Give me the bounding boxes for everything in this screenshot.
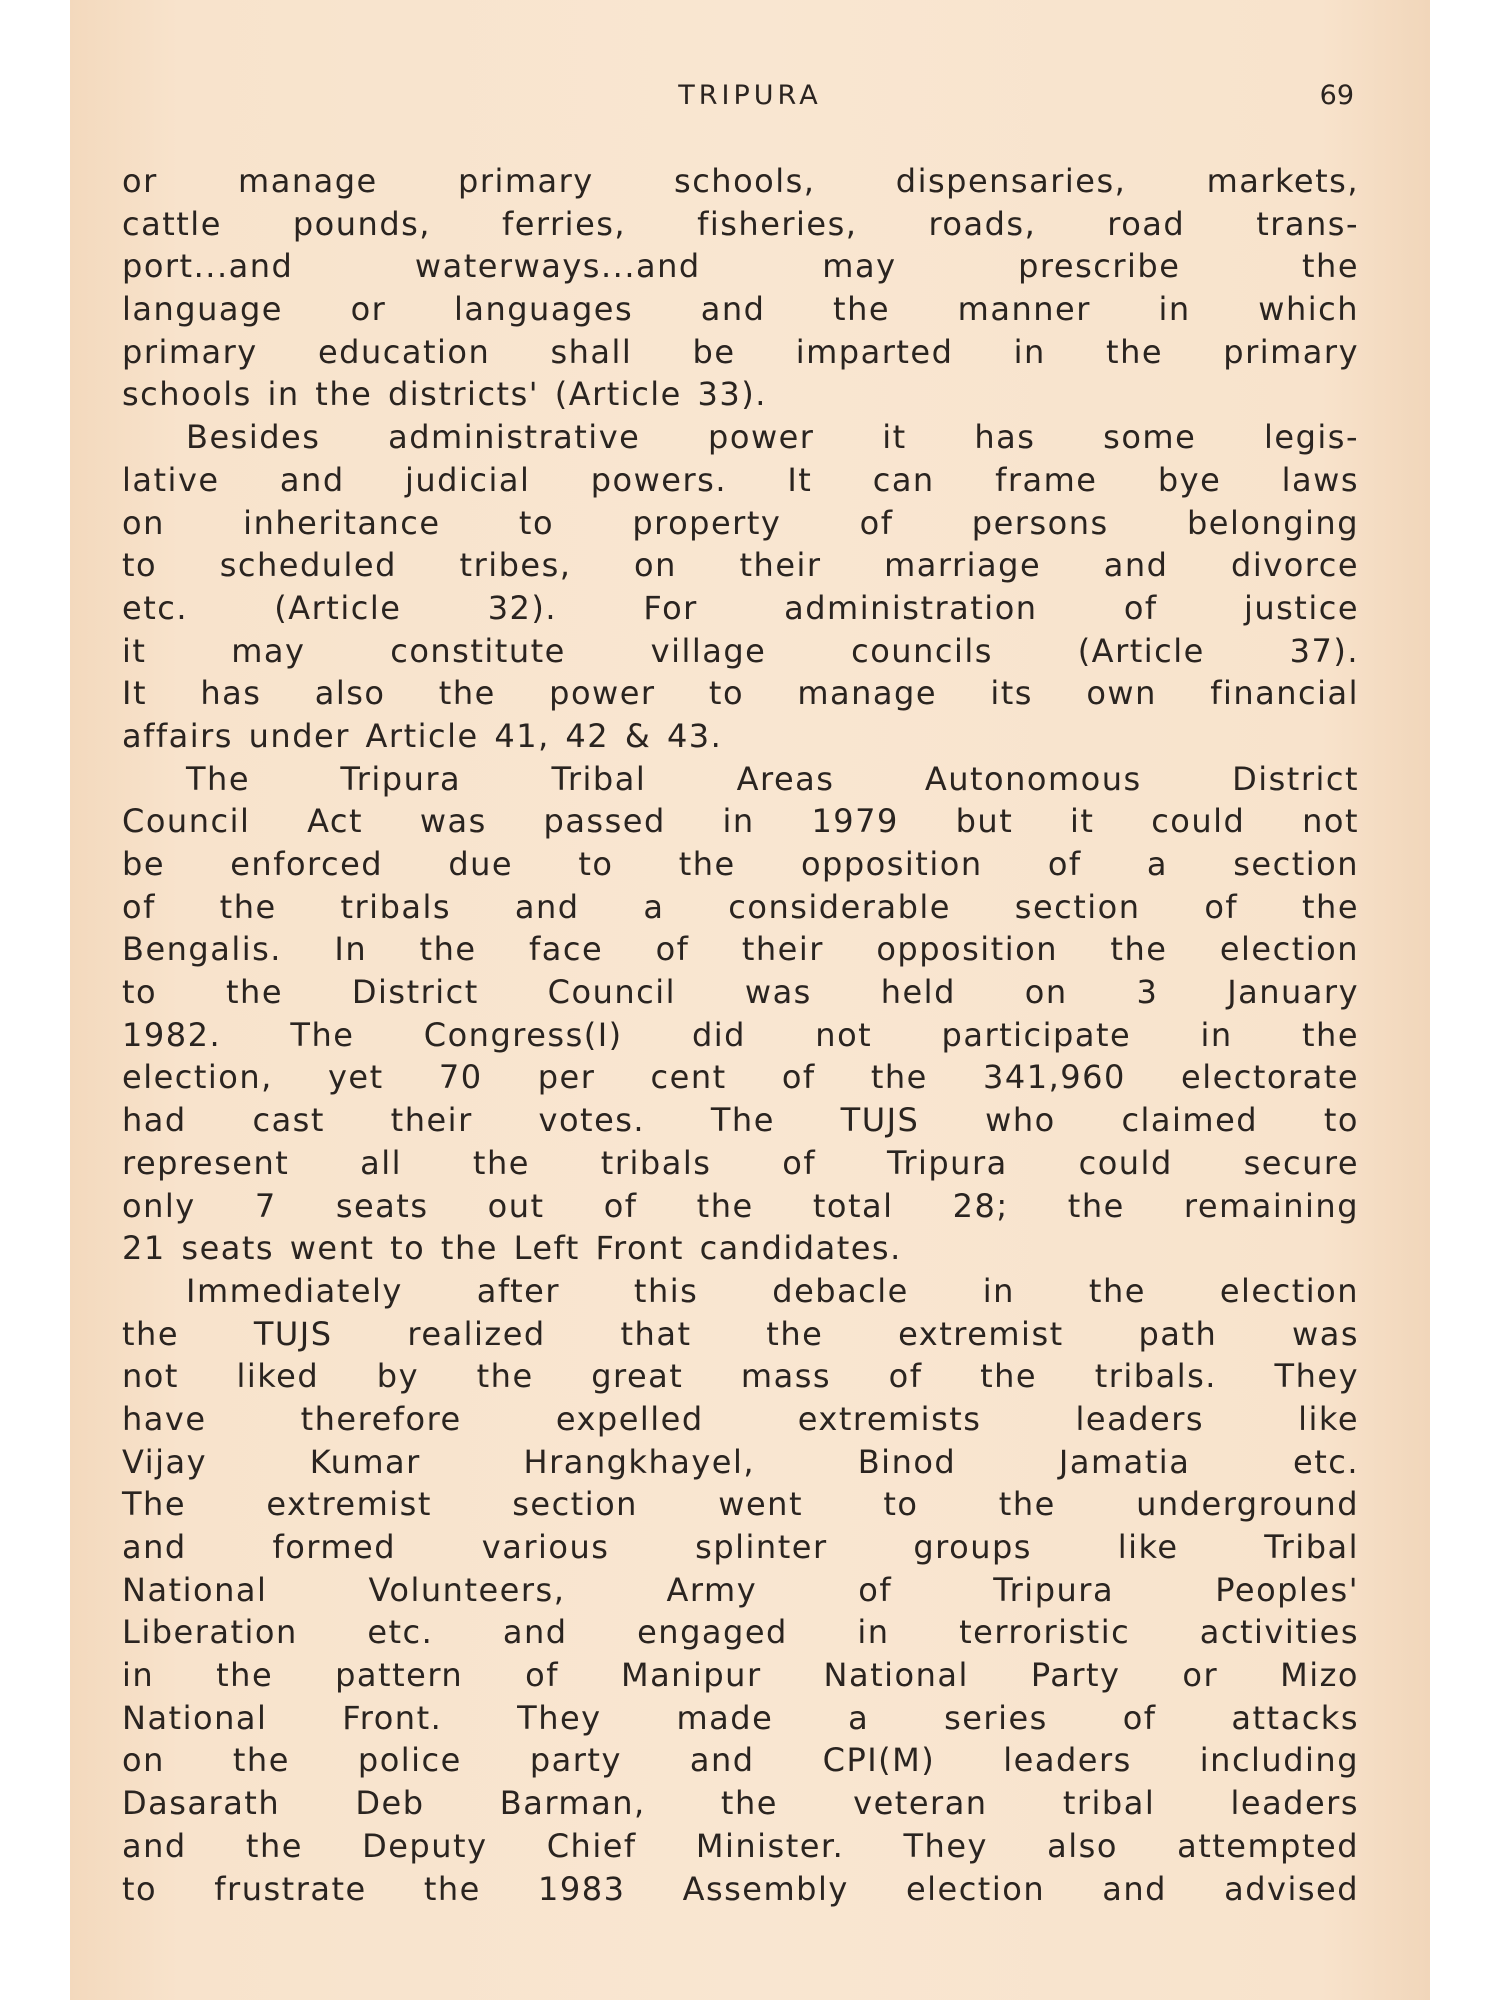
text-line: Bengalis. In the face of their opposition the election — [122, 930, 1359, 969]
running-title: TRIPURA — [678, 80, 822, 111]
text-line: lative and judicial powers. It can frame bye laws — [122, 460, 1359, 499]
text-line: election, yet 70 per cent of the 341,960 electorate — [122, 1058, 1359, 1097]
text-line: National Volunteers, Army of Tripura Peoples' — [122, 1570, 1359, 1609]
text-line: Immediately after this debacle in the election — [186, 1271, 1359, 1310]
text-line: to scheduled tribes, on their marriage and divorce — [122, 546, 1359, 585]
text-line: port...and waterways...and may prescribe the — [122, 247, 1359, 286]
text-line: language or languages and the manner in which — [122, 290, 1359, 329]
text-line: in the pattern of Manipur National Party or Mizo — [122, 1656, 1359, 1695]
text-line: on inheritance to property of persons belonging — [122, 503, 1359, 542]
text-line: etc. (Article 32). For administration of justice — [122, 588, 1359, 627]
text-line: cattle pounds, ferries, fisheries, roads, road trans- — [122, 204, 1359, 243]
text-line: 21 seats went to the Left Front candidates. — [122, 1229, 902, 1268]
paragraph — [122, 160, 1359, 416]
text-line: National Front. They made a series of attacks — [122, 1698, 1359, 1737]
paragraph — [122, 758, 1359, 1270]
book-page — [70, 0, 1430, 2000]
text-line: Dasarath Deb Barman, the veteran tribal leaders — [122, 1784, 1359, 1823]
text-line: and the Deputy Chief Minister. They also attempted — [122, 1826, 1359, 1865]
text-line: 1982. The Congress(I) did not participate in the — [122, 1015, 1359, 1054]
body-text — [122, 160, 1359, 1910]
paragraph — [122, 416, 1359, 758]
page-header — [70, 80, 1430, 120]
text-line: be enforced due to the opposition of a section — [122, 845, 1359, 883]
text-line: on the police party and CPI(M) leaders including — [122, 1741, 1359, 1780]
text-line: to the District Council was held on 3 January — [122, 973, 1359, 1012]
text-line: The Tripura Tribal Areas Autonomous District — [186, 759, 1359, 798]
text-line: the TUJS realized that the extremist path was — [122, 1314, 1359, 1353]
text-line: and formed various splinter groups like Tribal — [122, 1528, 1359, 1566]
text-line: It has also the power to manage its own financial — [122, 674, 1359, 713]
page-number: 69 — [1319, 80, 1354, 111]
text-line: Liberation etc. and engaged in terroristic activities — [122, 1613, 1359, 1652]
text-line: only 7 seats out of the total 28; the remaining — [122, 1186, 1359, 1225]
text-line: Council Act was passed in 1979 but it could not — [122, 802, 1359, 841]
text-line: not liked by the great mass of the tribals. They — [122, 1357, 1359, 1396]
text-line: had cast their votes. The TUJS who claimed to — [122, 1101, 1359, 1140]
text-line: have therefore expelled extremists leaders like — [122, 1399, 1359, 1438]
text-line: The extremist section went to the underground — [122, 1485, 1359, 1524]
text-line: represent all the tribals of Tripura could secure — [122, 1143, 1359, 1182]
text-line: or manage primary schools, dispensaries, markets, — [122, 162, 1359, 200]
text-line: it may constitute village councils (Article 37). — [122, 631, 1359, 670]
text-line: of the tribals and a considerable section of the — [122, 887, 1359, 926]
text-line: schools in the districts' (Article 33). — [122, 375, 767, 414]
text-line: to frustrate the 1983 Assembly election and advised — [122, 1869, 1359, 1908]
paragraph — [122, 1270, 1359, 1910]
text-line: Besides administrative power it has some legis- — [186, 418, 1359, 457]
text-line: Vijay Kumar Hrangkhayel, Binod Jamatia etc. — [122, 1442, 1359, 1481]
text-line: primary education shall be imparted in the primary — [122, 332, 1359, 371]
text-line: affairs under Article 41, 42 & 43. — [122, 716, 723, 755]
